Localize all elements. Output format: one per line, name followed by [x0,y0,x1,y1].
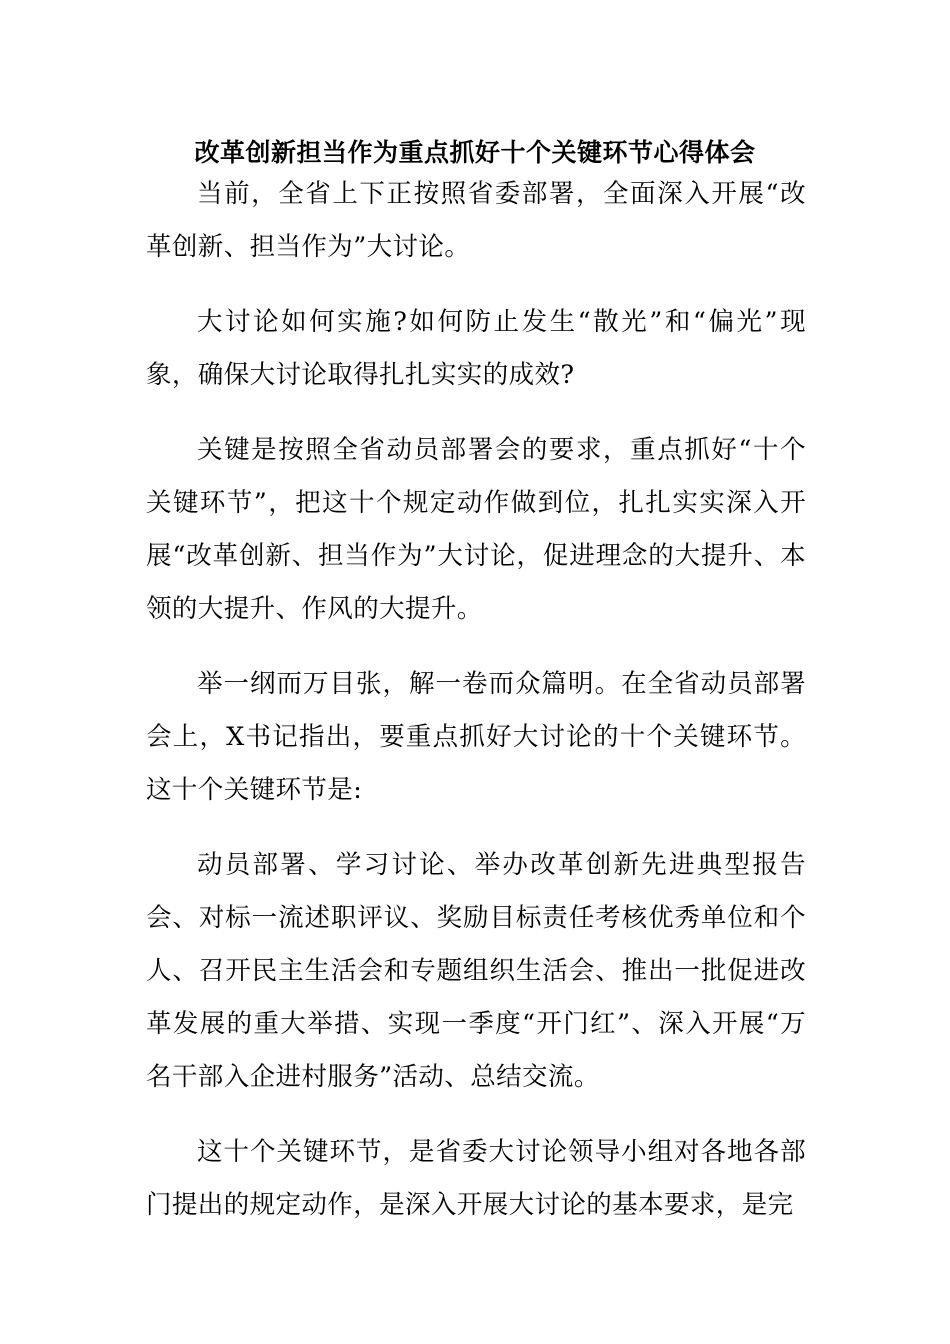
paragraph-1: 当前，全省上下正按照省委部署，全面深入开展“改革创新、担当作为”大讨论。 [146,179,806,262]
paragraph-5: 动员部署、学习讨论、举办改革创新先进典型报告会、对标一流述职评议、奖励目标责任考核优秀单位和个人、召开民主生活会和专题组织生活会、推出一批促进改革发展的重大举措、实现一季度“开门红”、深入开展“万名干部入企进村服务”活动、总结交流。 [146,850,806,1092]
paragraph-3: 关键是按照全省动员部署会的要求，重点抓好“十个关键环节”，把这十个规定动作做到位，扎扎实实深入开展“改革创新、担当作为”大讨论，促进理念的大提升、本领的大提升、作风的大提升。 [146,435,806,624]
document-title: 改革创新担当作为重点抓好十个关键环节心得体会 [194,138,756,167]
paragraph-6: 这十个关键环节，是省委大讨论领导小组对各地各部门提出的规定动作，是深入开展大讨论的基本要求，是完 [146,1137,806,1220]
document-body [146,168,806,1254]
paragraph-4: 举一纲而万目张，解一卷而众篇明。在全省动员部署会上，X书记指出，要重点抓好大讨论的十个关键环节。这十个关键环节是: [146,669,806,805]
paragraph-2: 大讨论如何实施?如何防止发生“散光”和“偏光”现象，确保大讨论取得扎扎实实的成效? [146,307,806,390]
